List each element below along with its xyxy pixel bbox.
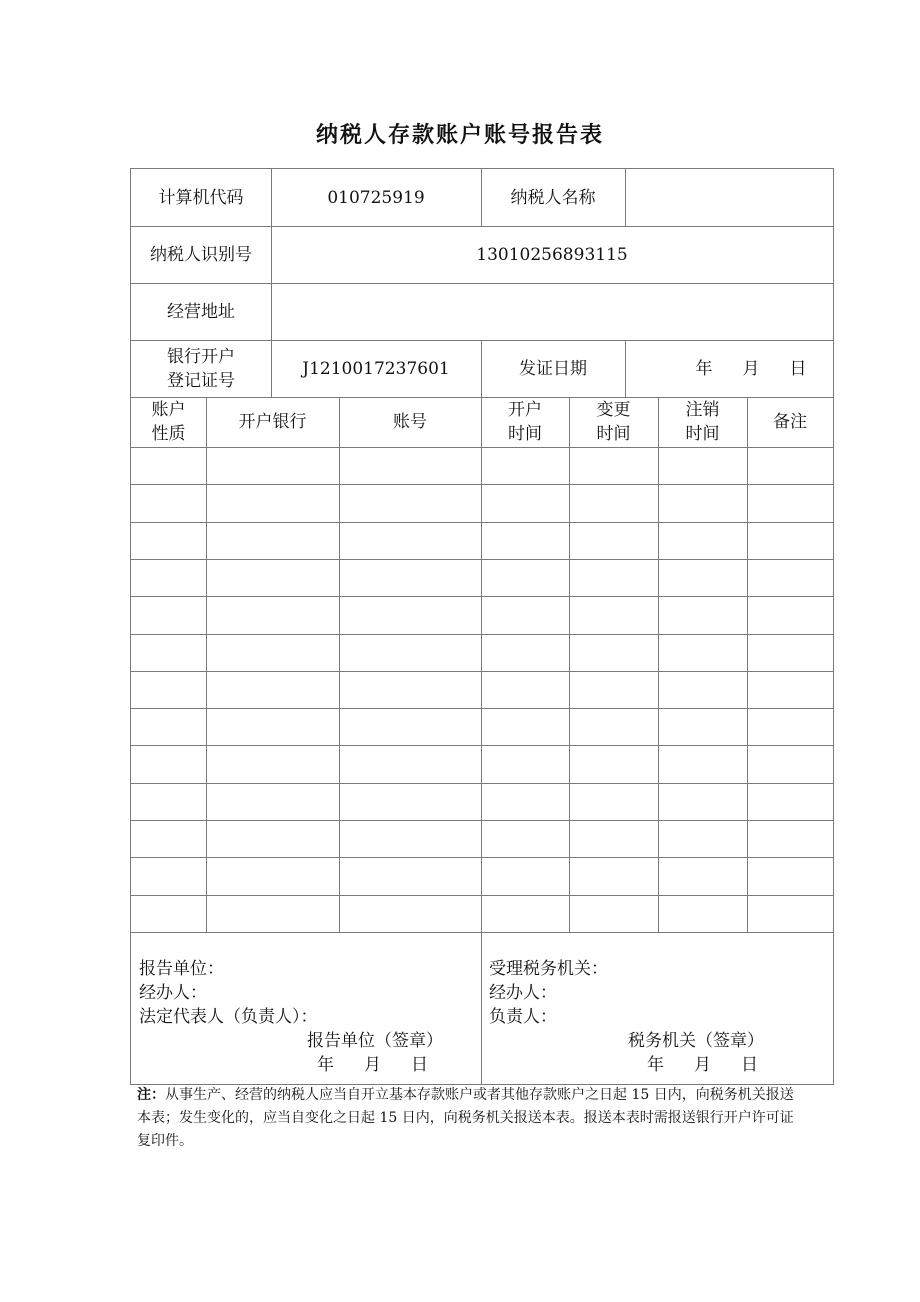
- table-cell[interactable]: [339, 634, 481, 671]
- table-cell[interactable]: [206, 484, 339, 521]
- table-cell[interactable]: [131, 447, 206, 484]
- report-month: 月: [364, 1055, 381, 1075]
- table-cell[interactable]: [658, 820, 747, 857]
- computer-code-value[interactable]: 010725919: [327, 187, 425, 208]
- report-year: 年: [317, 1055, 334, 1075]
- table-cell[interactable]: [569, 559, 658, 596]
- column-header-line2: 时间: [508, 424, 542, 444]
- taxpayer-id-value[interactable]: 13010256893115: [476, 244, 628, 265]
- table-cell[interactable]: [339, 745, 481, 782]
- table-cell[interactable]: [339, 820, 481, 857]
- table-cell[interactable]: [569, 895, 658, 932]
- report-unit-seal: 报告单位（签章）: [307, 1031, 443, 1051]
- person-in-charge-label: 负责人：: [489, 1007, 557, 1027]
- table-cell[interactable]: [339, 447, 481, 484]
- tax-authority-seal: 税务机关（签章）: [628, 1031, 764, 1051]
- report-unit-label: 报告单位：: [139, 959, 224, 979]
- column-header: [481, 397, 569, 447]
- table-cell[interactable]: [747, 447, 833, 484]
- table-cell[interactable]: [658, 596, 747, 633]
- table-cell[interactable]: [481, 559, 569, 596]
- authority-handler-label: 经办人：: [489, 983, 557, 1003]
- table-cell[interactable]: [206, 895, 339, 932]
- note-label: 注：: [137, 1087, 165, 1103]
- table-cell[interactable]: [569, 522, 658, 559]
- table-cell[interactable]: [569, 447, 658, 484]
- table-cell[interactable]: [658, 634, 747, 671]
- divider: [481, 931, 482, 1084]
- taxpayer-name-label: 纳税人名称: [510, 187, 596, 208]
- table-cell[interactable]: [131, 820, 206, 857]
- column-header-line1: 账户: [151, 400, 186, 420]
- report-date: [317, 1053, 428, 1077]
- table-cell[interactable]: [131, 634, 206, 671]
- column-header-line2: 性质: [151, 424, 186, 444]
- table-cell[interactable]: [481, 783, 569, 820]
- issue-date-value[interactable]: [625, 340, 833, 397]
- table-cell[interactable]: [339, 783, 481, 820]
- bank-license-label: [131, 340, 271, 397]
- table-cell[interactable]: [131, 559, 206, 596]
- table-cell[interactable]: [658, 857, 747, 894]
- table-cell[interactable]: [339, 484, 481, 521]
- column-header-line1: 开户银行: [238, 412, 307, 432]
- table-cell[interactable]: [339, 596, 481, 633]
- taxpayer-name-value[interactable]: [625, 169, 833, 226]
- table-cell[interactable]: [206, 559, 339, 596]
- column-header-line1: 备注: [773, 412, 807, 432]
- table-cell[interactable]: [747, 522, 833, 559]
- table-cell[interactable]: [339, 559, 481, 596]
- table-cell[interactable]: [747, 484, 833, 521]
- table-cell[interactable]: [747, 559, 833, 596]
- table-cell[interactable]: [481, 745, 569, 782]
- table-cell[interactable]: [131, 484, 206, 521]
- table-cell[interactable]: [481, 820, 569, 857]
- table-cell[interactable]: [481, 708, 569, 745]
- table-cell[interactable]: [747, 857, 833, 894]
- table-cell[interactable]: [658, 447, 747, 484]
- issue-month: 月: [742, 358, 760, 379]
- table-cell[interactable]: [658, 745, 747, 782]
- table-cell[interactable]: [339, 522, 481, 559]
- table-cell[interactable]: [658, 783, 747, 820]
- table-cell[interactable]: [206, 820, 339, 857]
- table-cell[interactable]: [747, 634, 833, 671]
- table-cell[interactable]: [658, 484, 747, 521]
- table-cell[interactable]: [339, 857, 481, 894]
- table-cell[interactable]: [206, 522, 339, 559]
- computer-code-label: 计算机代码: [158, 187, 244, 208]
- table-cell[interactable]: [658, 671, 747, 708]
- table-cell[interactable]: [131, 522, 206, 559]
- table-cell[interactable]: [339, 708, 481, 745]
- table-cell[interactable]: [569, 783, 658, 820]
- authority-year: 年: [647, 1055, 664, 1075]
- bank-license-value[interactable]: J1210017237601: [302, 358, 450, 379]
- table-cell[interactable]: [481, 634, 569, 671]
- taxpayer-id-label: 纳税人识别号: [150, 244, 252, 265]
- table-cell[interactable]: [131, 596, 206, 633]
- column-header: [206, 397, 339, 447]
- column-header-line1: 开户: [508, 400, 542, 420]
- table-cell[interactable]: [658, 559, 747, 596]
- table-cell[interactable]: [206, 857, 339, 894]
- bank-license-label-line2: 登记证号: [167, 370, 235, 391]
- table-cell[interactable]: [481, 895, 569, 932]
- issue-day: 日: [789, 358, 807, 379]
- table-cell[interactable]: [131, 708, 206, 745]
- column-header: [658, 397, 747, 447]
- column-header-line1: 注销: [685, 400, 720, 420]
- table-cell[interactable]: [658, 895, 747, 932]
- authority-date: [647, 1053, 758, 1077]
- table-cell[interactable]: [658, 522, 747, 559]
- column-header-line1: 账号: [393, 412, 427, 432]
- table-cell[interactable]: [658, 708, 747, 745]
- table-cell[interactable]: [206, 447, 339, 484]
- table-cell[interactable]: [747, 895, 833, 932]
- table-cell[interactable]: [569, 820, 658, 857]
- table-cell[interactable]: [206, 671, 339, 708]
- table-cell[interactable]: [747, 745, 833, 782]
- table-cell[interactable]: [569, 708, 658, 745]
- table-cell[interactable]: [131, 857, 206, 894]
- table-cell[interactable]: [747, 708, 833, 745]
- table-cell[interactable]: [569, 857, 658, 894]
- table-cell[interactable]: [747, 820, 833, 857]
- table-cell[interactable]: [131, 671, 206, 708]
- table-cell[interactable]: [481, 671, 569, 708]
- table-cell[interactable]: [747, 671, 833, 708]
- table-cell[interactable]: [569, 671, 658, 708]
- issue-date-label: 发证日期: [519, 358, 587, 379]
- divider: [131, 932, 833, 933]
- table-cell[interactable]: [569, 484, 658, 521]
- column-header: [747, 397, 833, 447]
- report-form: [130, 168, 834, 1085]
- table-cell[interactable]: [206, 596, 339, 633]
- table-cell[interactable]: [481, 484, 569, 521]
- form-title: 纳税人存款账户账号报告表: [315, 123, 604, 148]
- table-cell[interactable]: [206, 708, 339, 745]
- table-cell[interactable]: [339, 895, 481, 932]
- authority-day: 日: [741, 1055, 758, 1075]
- table-cell[interactable]: [339, 671, 481, 708]
- table-cell[interactable]: [206, 745, 339, 782]
- column-header: [339, 397, 481, 447]
- table-cell[interactable]: [481, 596, 569, 633]
- table-cell[interactable]: [747, 783, 833, 820]
- column-header-line2: 时间: [685, 424, 720, 444]
- report-day: 日: [411, 1055, 428, 1075]
- table-cell[interactable]: [131, 783, 206, 820]
- table-cell[interactable]: [747, 596, 833, 633]
- table-cell[interactable]: [569, 745, 658, 782]
- bank-license-label-line1: 银行开户: [167, 346, 235, 367]
- address-label: 经营地址: [167, 301, 235, 322]
- table-cell[interactable]: [131, 745, 206, 782]
- note: [137, 1084, 797, 1153]
- address-value[interactable]: [271, 283, 833, 340]
- table-cell[interactable]: [206, 783, 339, 820]
- authority-month: 月: [694, 1055, 711, 1075]
- column-header: [569, 397, 658, 447]
- table-cell[interactable]: [569, 634, 658, 671]
- table-cell[interactable]: [131, 895, 206, 932]
- table-cell[interactable]: [206, 634, 339, 671]
- table-cell[interactable]: [481, 447, 569, 484]
- note-text: 从事生产、经营的纳税人应当自开立基本存款账户或者其他存款账户之日起 15 日内，向税务机关报送本表；发生变化的，应当自变化之日起 15 日内，向税务机关报送本表。报送本表时需报送银行开户许可证复印件。: [137, 1087, 794, 1149]
- table-cell[interactable]: [481, 522, 569, 559]
- handler-label: 经办人：: [139, 983, 207, 1003]
- column-header-line1: 变更: [596, 400, 631, 420]
- issue-year: 年: [695, 358, 713, 379]
- column-header: [131, 397, 206, 447]
- table-cell[interactable]: [481, 857, 569, 894]
- column-header-line2: 时间: [596, 424, 631, 444]
- table-cell[interactable]: [569, 596, 658, 633]
- legal-rep-label: 法定代表人（负责人）：: [139, 1007, 318, 1027]
- tax-authority-label: 受理税务机关：: [489, 959, 608, 979]
